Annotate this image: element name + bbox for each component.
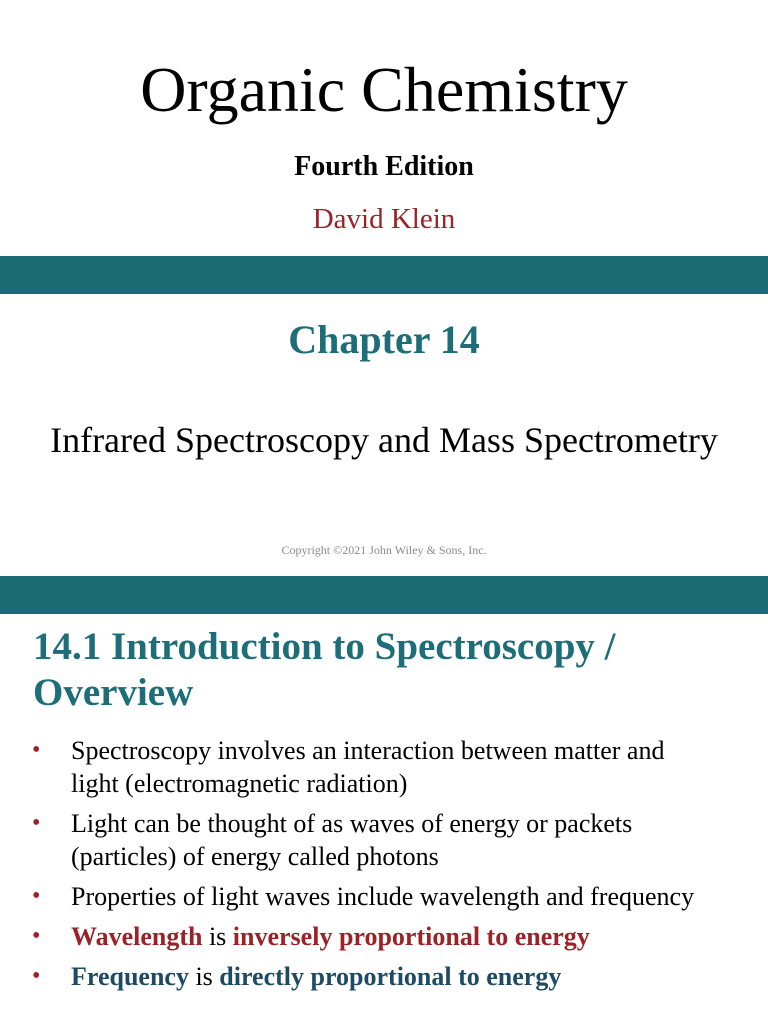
bullet-icon: • <box>32 810 41 836</box>
list-item <box>0 920 711 953</box>
bullet-text: Properties of light waves include wavelength and frequency <box>71 882 695 911</box>
divider-band <box>0 256 768 294</box>
bullet-connector: is <box>202 922 233 951</box>
bullet-text: Spectroscopy involves an interaction between matter and light (electromagnetic radiation) <box>71 736 665 798</box>
chapter-subtitle: Infrared Spectroscopy and Mass Spectrometry <box>50 420 718 460</box>
chapter-title: Chapter 14 <box>288 317 480 362</box>
frequency-term: Frequency <box>71 962 189 991</box>
bullet-icon: • <box>32 883 41 909</box>
list-item <box>0 807 711 873</box>
bullet-list <box>0 734 768 1000</box>
frequency-relation: directly proportional to energy <box>219 962 562 991</box>
edition-label: Fourth Edition <box>294 151 474 182</box>
author-name: David Klein <box>312 203 456 235</box>
list-item <box>0 880 711 913</box>
wavelength-relation: inversely proportional to energy <box>232 922 590 951</box>
bullet-icon: • <box>32 963 41 989</box>
book-title: Organic Chemistry <box>140 54 628 125</box>
bullet-icon: • <box>32 737 41 763</box>
bullet-connector: is <box>188 962 220 991</box>
wavelength-term: Wavelength <box>71 922 203 951</box>
bullet-text: Light can be thought of as waves of energy or packets (particles) of energy called photons <box>71 809 633 871</box>
copyright-notice: Copyright ©2021 John Wiley & Sons, Inc. <box>281 543 487 557</box>
bullet-icon: • <box>32 923 41 949</box>
list-item <box>0 734 711 800</box>
divider-band <box>0 576 768 614</box>
section-heading: 14.1 Introduction to Spectroscopy / Overview <box>33 625 616 714</box>
list-item <box>0 960 711 993</box>
